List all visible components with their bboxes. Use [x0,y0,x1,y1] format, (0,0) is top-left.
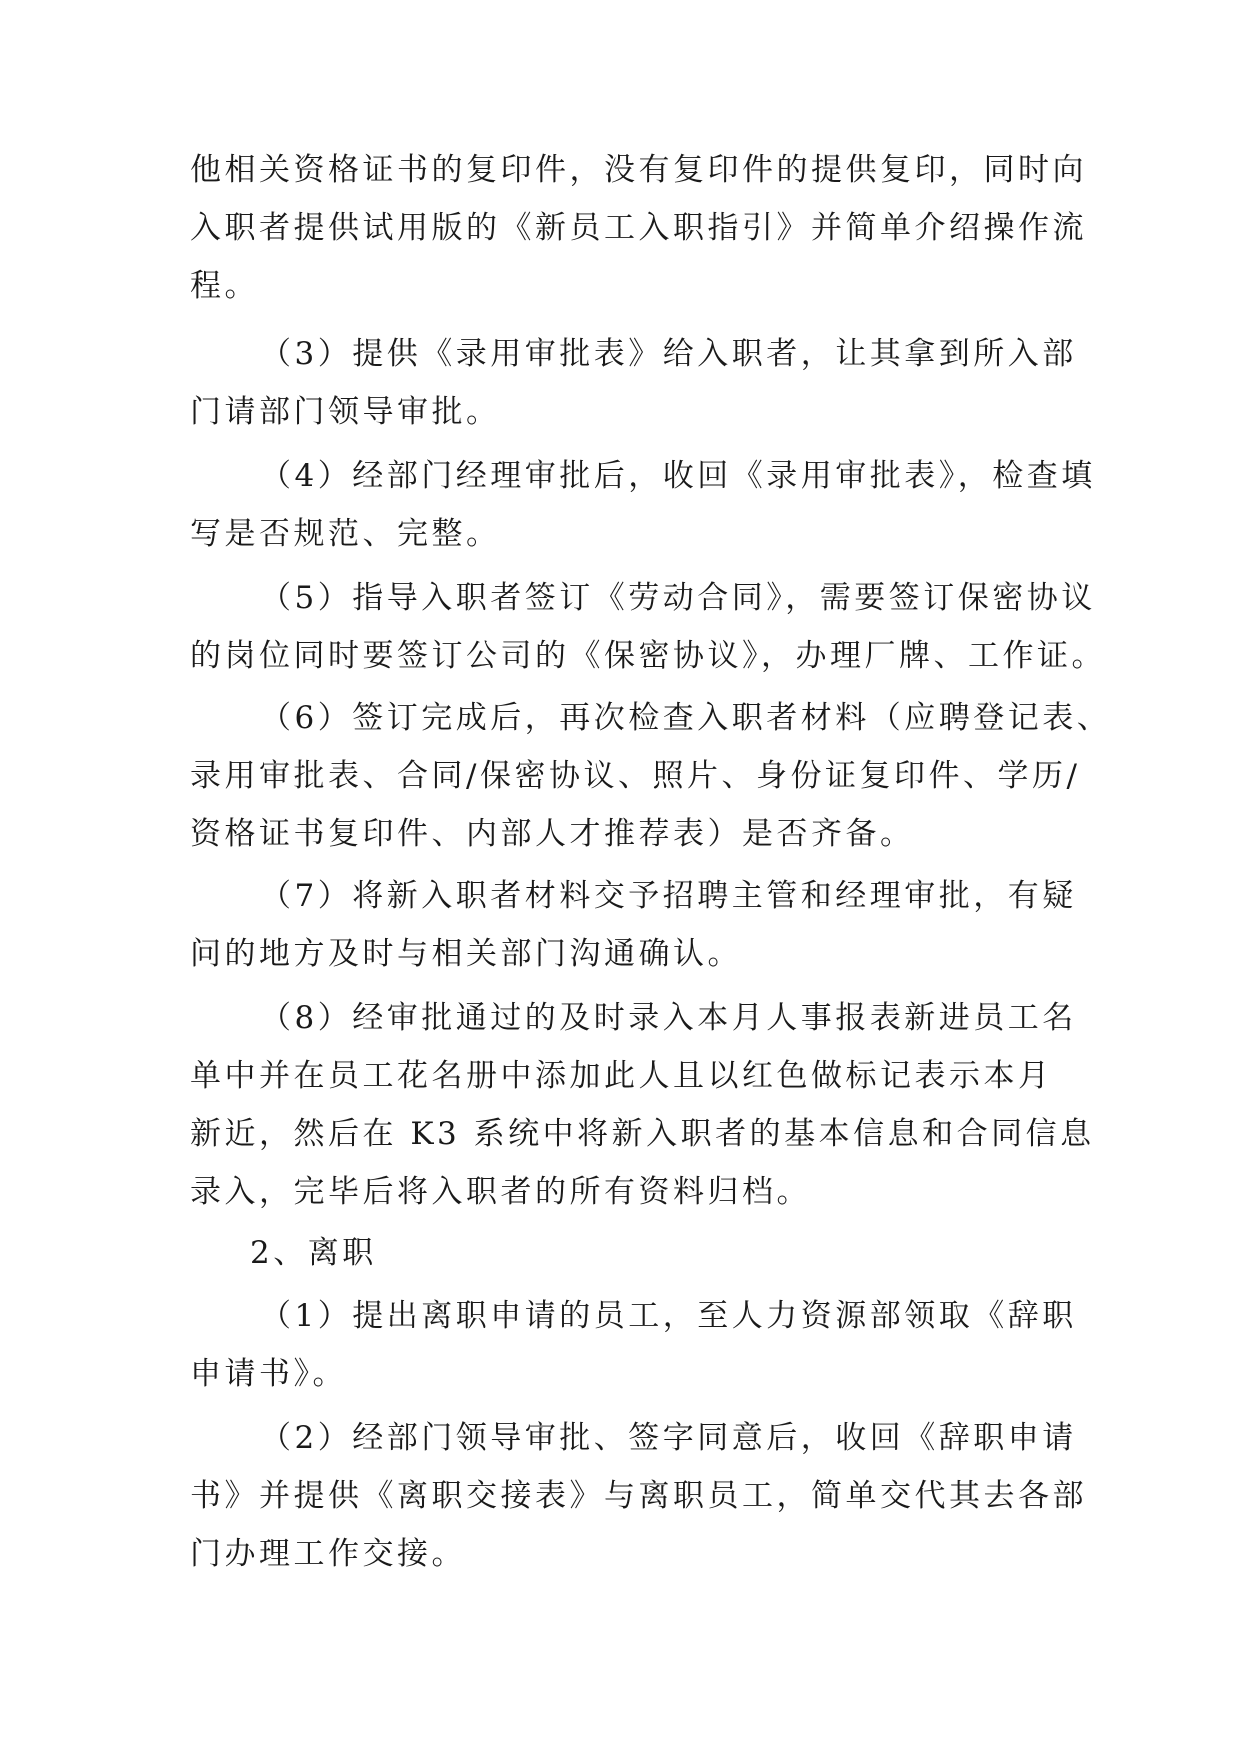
text-line: 他相关资格证书的复印件，没有复印件的提供复印，同时向 [190,152,1087,188]
text-line: 单中并在员工花名册中添加此人且以红色做标记表示本月 [190,1058,1053,1094]
paragraph-exit-2-line: （2）经部门领导审批、签字同意后，收回《辞职申请 [260,1420,1077,1456]
text-line: 入职者提供试用版的《新员工入职指引》并简单介绍操作流 [190,210,1087,246]
text-line: 问的地方及时与相关部门沟通确认。 [190,936,742,972]
text-line: 录入，完毕后将入职者的所有资料归档。 [190,1174,811,1210]
paragraph-8-line: （8）经审批通过的及时录入本月人事报表新进员工名 [260,1000,1077,1036]
paragraph-4-line: （4）经部门经理审批后，收回《录用审批表》，检查填 [260,458,1096,494]
text-line: 申请书》。 [190,1356,347,1392]
text-line: 资格证书复印件、内部人才推荐表）是否齐备。 [190,816,915,852]
paragraph-exit-1-line: （1）提出离职申请的员工，至人力资源部领取《辞职 [260,1298,1077,1334]
text-line: 程。 [190,268,259,304]
text-line: 门请部门领导审批。 [190,394,501,430]
text-line: 门办理工作交接。 [190,1536,466,1572]
paragraph-6-line: （6）签订完成后，再次检查入职者材料（应聘登记表、 [260,700,1112,736]
text-line: 的岗位同时要签订公司的《保密协议》，办理厂牌、工作证。 [190,638,1106,674]
text-line: 书》并提供《离职交接表》与离职员工，简单交代其去各部 [190,1478,1087,1514]
text-line: 新近，然后在 K3 系统中将新入职者的基本信息和合同信息 [190,1116,1095,1152]
paragraph-5-line: （5）指导入职者签订《劳动合同》，需要签订保密协议 [260,580,1096,616]
paragraph-3-line: （3）提供《录用审批表》给入职者，让其拿到所入部 [260,336,1077,372]
text-line: 录用审批表、合同/保密协议、照片、身份证复印件、学历/ [190,758,1081,794]
section-heading: 2、离职 [250,1235,377,1271]
paragraph-7-line: （7）将新入职者材料交予招聘主管和经理审批，有疑 [260,878,1077,914]
text-line: 写是否规范、完整。 [190,516,501,552]
